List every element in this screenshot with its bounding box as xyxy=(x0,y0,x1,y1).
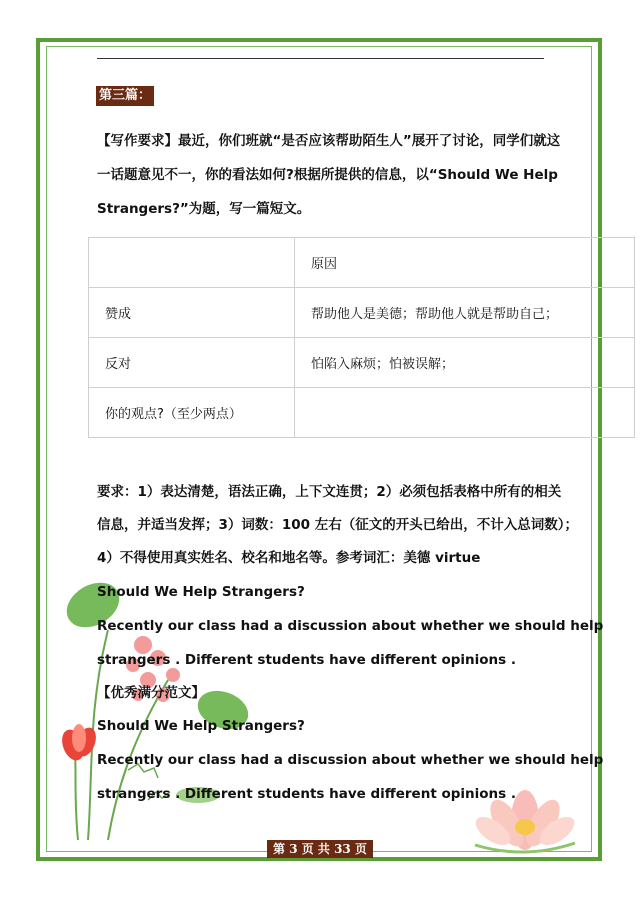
table-cell xyxy=(295,388,635,438)
table-cell: 赞成 xyxy=(89,288,295,338)
lotus-illustration-right xyxy=(465,765,585,855)
table-cell: 原因 xyxy=(295,238,635,288)
model-essay-line-2: strangers . Different students have different opinions . xyxy=(97,786,517,802)
table-cell: 怕陷入麻烦；怕被误解； xyxy=(295,338,635,388)
prompt-line-1: 【写作要求】最近，你们班就“是否应该帮助陌生人”展开了讨论，同学们就这 xyxy=(97,133,561,149)
page-footer: 第 3 页 共 33 页 xyxy=(267,840,373,858)
table-row xyxy=(89,288,635,338)
table-row xyxy=(89,338,635,388)
requirement-line-3: 4）不得使用真实姓名、校名和地名等。参考词汇：美德 virtue xyxy=(97,550,481,566)
model-essay-line-1: Recently our class had a discussion about whether we should help xyxy=(97,752,604,768)
requirement-line-2: 信息，并适当发挥；3）词数：100 左右（征文的开头已给出，不计入总词数）； xyxy=(97,517,579,533)
prompt-line-3: Strangers?”为题，写一篇短文。 xyxy=(97,201,311,217)
table-cell: 你的观点?（至少两点） xyxy=(89,388,295,438)
top-rule xyxy=(97,58,544,59)
table-cell: 反对 xyxy=(89,338,295,388)
table-cell xyxy=(89,238,295,288)
table-cell: 帮助他人是美德；帮助他人就是帮助自己； xyxy=(295,288,635,338)
opinion-table xyxy=(88,237,635,438)
table-row xyxy=(89,388,635,438)
essay-line-2: strangers . Different students have different opinions . xyxy=(97,652,517,668)
essay-title: Should We Help Strangers? xyxy=(97,584,305,600)
prompt-line-2: 一话题意见不一，你的看法如何?根据所提供的信息，以“Should We Help xyxy=(97,167,558,183)
section-badge: 第三篇： xyxy=(96,86,154,106)
table-row xyxy=(89,238,635,288)
model-essay-title: Should We Help Strangers? xyxy=(97,718,305,734)
requirement-line-1: 要求：1）表达清楚，语法正确，上下文连贯；2）必须包括表格中所有的相关 xyxy=(97,484,562,500)
essay-line-1: Recently our class had a discussion about whether we should help xyxy=(97,618,604,634)
model-heading: 【优秀满分范文】 xyxy=(97,685,205,701)
